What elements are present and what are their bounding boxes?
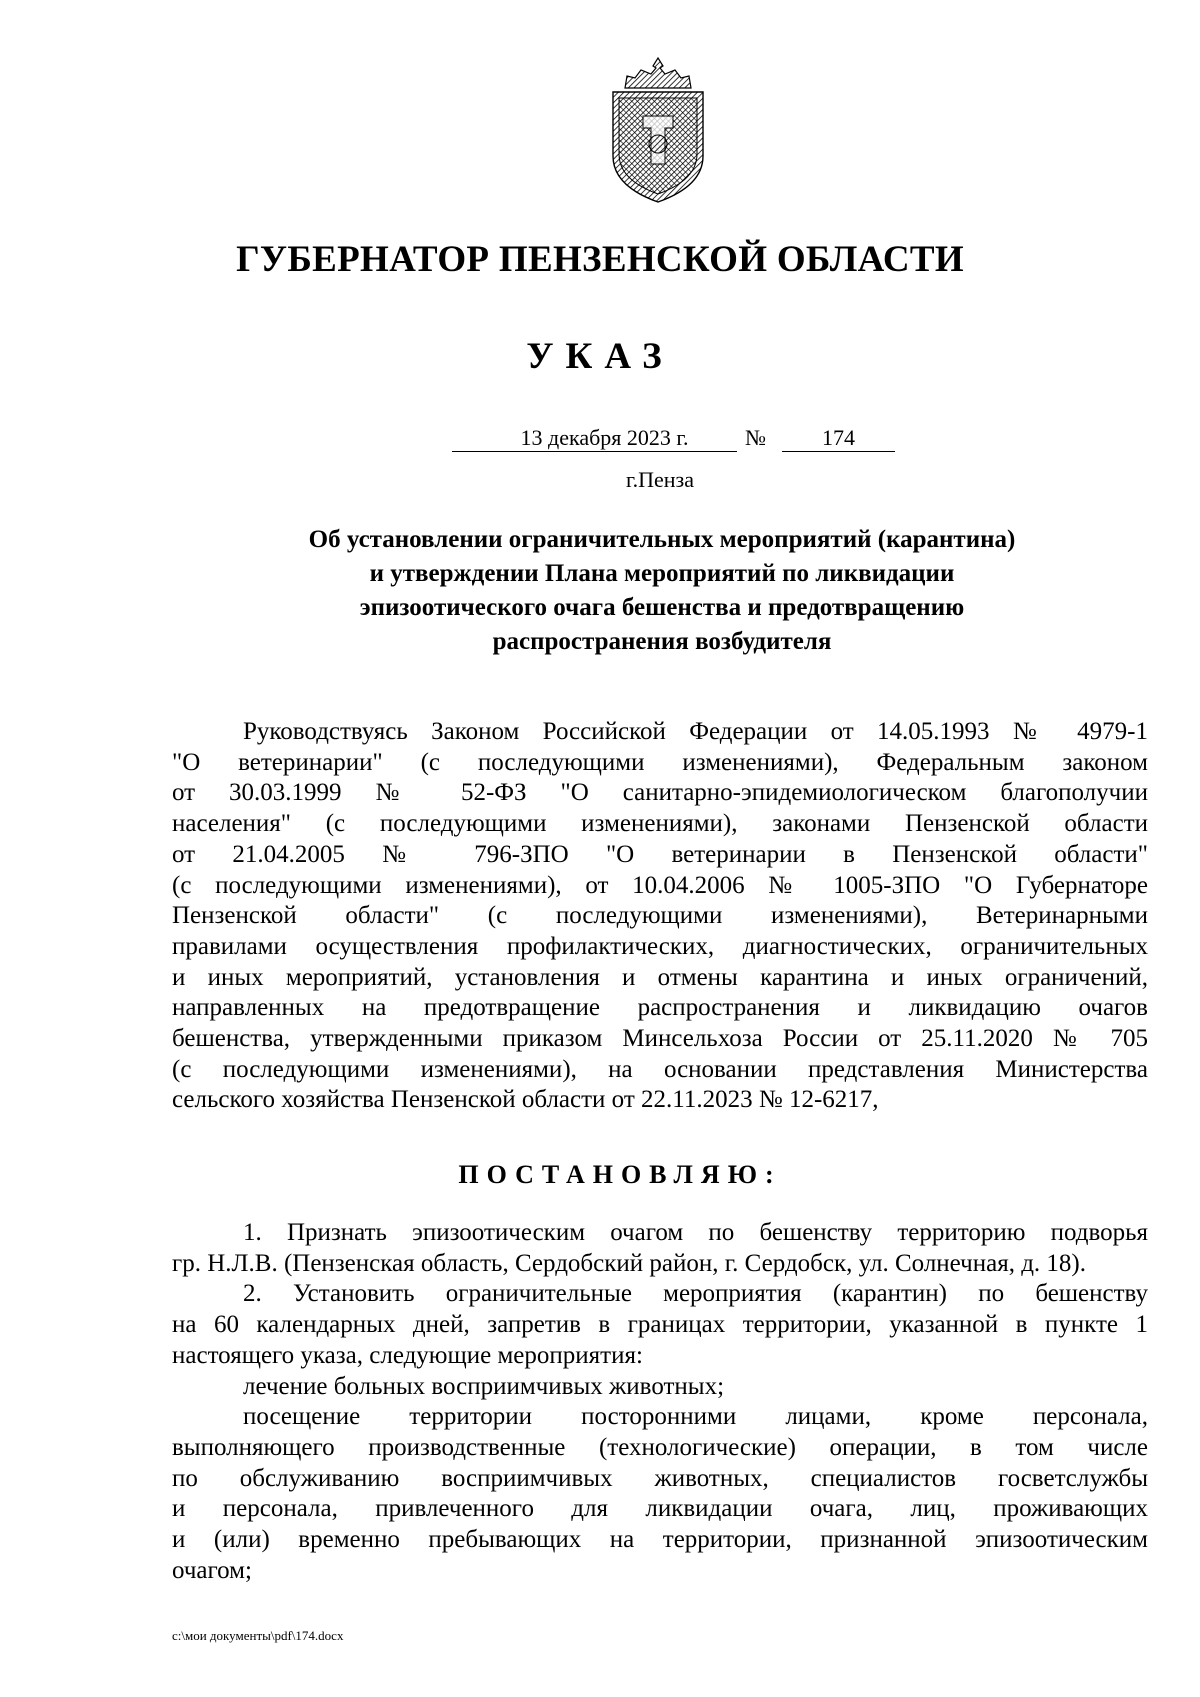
subject-line: Об установлении ограничительных мероприятий (карантина): [308, 526, 1016, 553]
decree-subject-title: [172, 523, 1152, 659]
item-2-line: на 60 календарных дней, запретив в границах территории, указанной в пункте 1: [172, 1311, 1148, 1339]
issuing-authority-heading: ГУБЕРНАТОР ПЕНЗЕНСКОЙ ОБЛАСТИ: [236, 239, 964, 280]
document-type-heading: УКАЗ: [526, 336, 674, 377]
coat-of-arms-emblem: [603, 56, 713, 206]
text-line: Руководствуясь Законом Российской Федерации от 14.05.1993 № 4979-1: [243, 718, 1148, 745]
text-line: (с последующими изменениями), на основании представления Министерства: [172, 1055, 1148, 1083]
item-2-line: настоящего указа, следующие мероприятия:: [172, 1341, 643, 1369]
decree-operative-word: ПОСТАНОВЛЯЮ:: [458, 1160, 782, 1189]
item-1-line: гр. Н.Л.В. (Пензенская область, Сердобский район, г. Сердобск, ул. Солнечная, д. 18).: [172, 1249, 1086, 1277]
preamble-paragraph: [172, 717, 1148, 1116]
file-path-footer: c:\мои документы\pdf\174.docx: [172, 1628, 344, 1643]
subject-line: и утверждении Плана мероприятий по ликвидации: [369, 560, 955, 587]
subject-line: эпизоотического очага бешенства и предотвращению: [359, 594, 965, 621]
decree-date: 13 декабря 2023 г.: [452, 425, 737, 452]
restriction-line: по обслуживанию восприимчивых животных, специалистов госветслужбы: [172, 1464, 1148, 1492]
text-line: "О ветеринарии" (с последующими изменениями), Федеральным законом: [172, 748, 1148, 776]
restriction-line: и персонала, привлеченного для ликвидации очага, лиц, проживающих: [172, 1495, 1148, 1523]
restriction-line: лечение больных восприимчивых животных;: [243, 1372, 725, 1400]
text-line: от 30.03.1999 № 52-ФЗ "О санитарно-эпидемиологическом благополучии: [172, 779, 1148, 807]
item-2-line: 2. Установить ограничительные мероприятия (карантин) по бешенству: [243, 1280, 1148, 1308]
decree-number: 174: [782, 425, 895, 452]
text-line: сельского хозяйства Пензенской области от 22.11.2023 № 12-6217,: [172, 1086, 879, 1114]
item-1-line: 1. Признать эпизоотическим очагом по бешенству территорию подворья: [243, 1219, 1148, 1246]
text-line: направленных на предотвращение распространения и ликвидацию очагов: [172, 994, 1148, 1022]
subject-line: распространения возбудителя: [492, 628, 832, 655]
decree-items: [172, 1218, 1148, 1586]
text-line: (с последующими изменениями), от 10.04.2006 № 1005-ЗПО "О Губернаторе: [172, 871, 1148, 899]
text-line: и иных мероприятий, установления и отмены карантина и иных ограничений,: [172, 963, 1148, 991]
text-line: населения" (с последующими изменениями), законами Пензенской области: [172, 810, 1148, 838]
text-line: правилами осуществления профилактических, диагностических, ограничительных: [172, 932, 1148, 960]
text-line: бешенства, утвержденными приказом Минсельхоза России от 25.11.2020 № 705: [172, 1025, 1148, 1053]
number-sign: №: [745, 425, 766, 450]
restriction-line: очагом;: [172, 1556, 252, 1584]
restriction-line: посещение территории посторонними лицами, кроме персонала,: [243, 1403, 1148, 1431]
text-line: Пензенской области" (с последующими изменениями), Ветеринарными: [172, 902, 1148, 930]
restriction-line: выполняющего производственные (технологические) операции, в том числе: [172, 1433, 1148, 1461]
restriction-line: и (или) временно пребывающих на территории, признанной эпизоотическим: [172, 1526, 1148, 1554]
text-line: от 21.04.2005 № 796-ЗПО "О ветеринарии в Пензенской области": [172, 840, 1148, 868]
city-of-issue: г.Пенза: [626, 467, 694, 492]
